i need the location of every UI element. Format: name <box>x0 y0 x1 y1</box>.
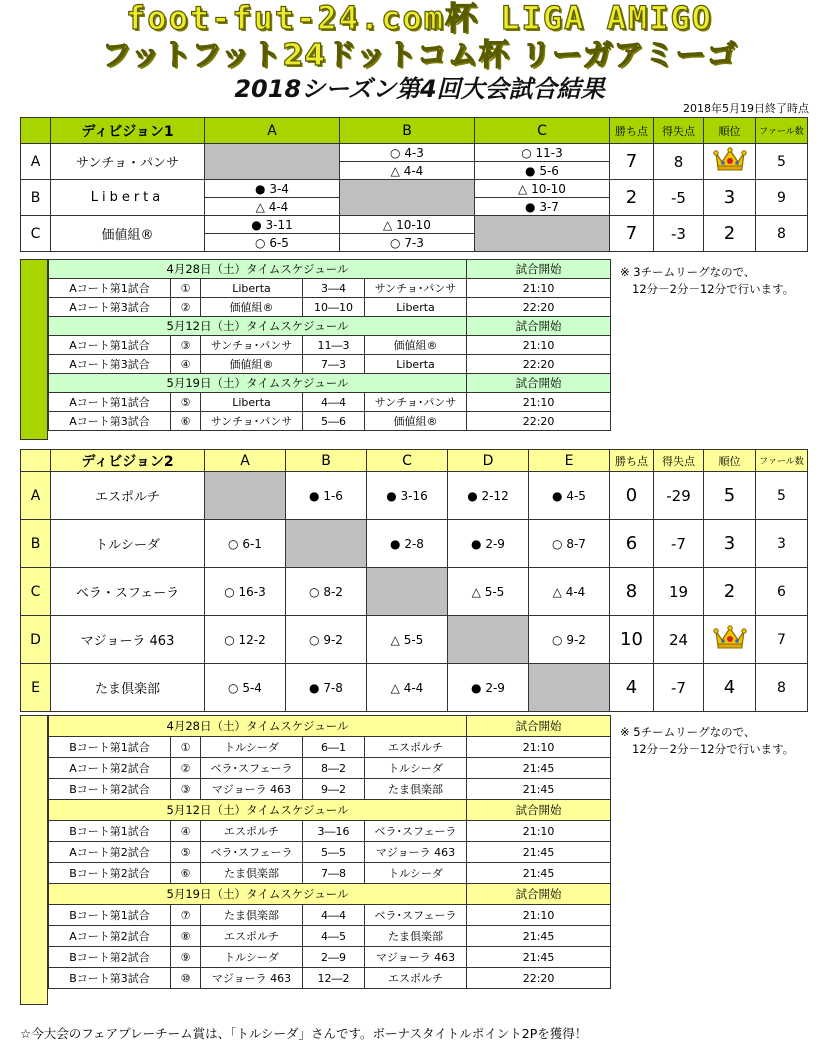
court-label: Bコート第3試合 <box>49 968 171 989</box>
team-name: たま倶楽部 <box>51 664 205 712</box>
crown-icon <box>713 624 747 650</box>
away-team: たま倶楽部 <box>365 926 467 947</box>
match-number: ⑥ <box>171 412 201 431</box>
goal-diff-header: 得失点 <box>654 450 704 472</box>
court-label: Bコート第2試合 <box>49 863 171 884</box>
schedule-row <box>49 279 611 298</box>
match-number: ⑧ <box>171 926 201 947</box>
self-match-cell <box>205 472 286 520</box>
match-number: ⑩ <box>171 968 201 989</box>
away-team: マジョーラ 463 <box>365 947 467 968</box>
schedule-header-row <box>49 317 611 336</box>
start-time-header: 試合開始 <box>467 800 611 821</box>
schedule-header-row <box>49 884 611 905</box>
title-line-2: フットフット24ドットコム杯 リーガアミーゴ <box>101 38 738 73</box>
schedule-row <box>49 905 611 926</box>
fouls-header: ファール数 <box>756 118 808 144</box>
crown-icon <box>713 146 747 172</box>
schedule-header-row <box>49 260 611 279</box>
col-header: D <box>448 450 529 472</box>
schedule-row <box>49 336 611 355</box>
fouls: 9 <box>756 180 808 216</box>
match-result: ● 3-11 <box>205 216 340 234</box>
away-team: Liberta <box>365 355 467 374</box>
schedule-date-header: 5月12日（土）タイムスケジュール <box>49 317 467 336</box>
start-time: 21:10 <box>467 279 611 298</box>
goal-diff: -7 <box>654 664 704 712</box>
goal-diff: -7 <box>654 520 704 568</box>
match-result: △ 4-4 <box>367 664 448 712</box>
match-result: △ 10-10 <box>475 180 610 198</box>
home-team: エスポルチ <box>201 926 303 947</box>
away-team: たま倶楽部 <box>365 779 467 800</box>
match-result: ○ 6-5 <box>205 234 340 252</box>
home-team: たま倶楽部 <box>201 863 303 884</box>
match-result: ○ 7-3 <box>340 234 475 252</box>
start-time-header: 試合開始 <box>467 716 611 737</box>
court-label: Aコート第1試合 <box>49 336 171 355</box>
wins-points: 2 <box>610 180 654 216</box>
team-name: Liberta <box>51 180 205 216</box>
match-result: ● 2-12 <box>448 472 529 520</box>
match-score: 5―6 <box>303 412 365 431</box>
match-score: 10―10 <box>303 298 365 317</box>
home-team: エスポルチ <box>201 821 303 842</box>
away-team: トルシーダ <box>365 758 467 779</box>
rank: 2 <box>704 568 756 616</box>
match-result: ○ 9-2 <box>286 616 367 664</box>
fouls: 7 <box>756 616 808 664</box>
fair-play-award-note: ☆今大会のフェアプレーチーム賞は、「トルシーダ」さんです。ボーナスタイトルポイント2Pを獲得！ <box>20 1026 588 1041</box>
division1-schedule <box>20 259 610 440</box>
start-time: 22:20 <box>467 412 611 431</box>
match-result: ○ 8-2 <box>286 568 367 616</box>
fouls: 3 <box>756 520 808 568</box>
goal-diff: -5 <box>654 180 704 216</box>
rank: 3 <box>704 520 756 568</box>
schedule-row <box>49 298 611 317</box>
court-label: Aコート第2試合 <box>49 758 171 779</box>
match-result: ● 3-16 <box>367 472 448 520</box>
start-time: 22:20 <box>467 968 611 989</box>
home-team: Liberta <box>201 393 303 412</box>
match-score: 4―4 <box>303 905 365 926</box>
division2-note: ※ 5チームリーグなので、 <box>620 725 756 739</box>
match-number: ③ <box>171 336 201 355</box>
goal-diff: -3 <box>654 216 704 252</box>
match-score: 4―5 <box>303 926 365 947</box>
match-score: 9―2 <box>303 779 365 800</box>
division2-standings-table <box>20 449 808 712</box>
col-header: A <box>205 450 286 472</box>
match-result: ● 2-9 <box>448 664 529 712</box>
court-label: Bコート第2試合 <box>49 779 171 800</box>
goal-diff: -29 <box>654 472 704 520</box>
team-key: A <box>21 472 51 520</box>
standings-row <box>21 472 808 520</box>
start-time: 21:45 <box>467 863 611 884</box>
match-result: △ 4-4 <box>340 162 475 180</box>
rank <box>704 144 756 180</box>
team-key: D <box>21 616 51 664</box>
division1-note-2: 12分－2分－12分で行います。 <box>632 282 795 296</box>
match-result: △ 10-10 <box>340 216 475 234</box>
match-result: ● 3-7 <box>475 198 610 216</box>
fouls: 8 <box>756 216 808 252</box>
schedule-date-header: 4月28日（土）タイムスケジュール <box>49 716 467 737</box>
fouls: 8 <box>756 664 808 712</box>
match-score: 4―4 <box>303 393 365 412</box>
away-team: ベラ･スフェーラ <box>365 821 467 842</box>
start-time: 21:45 <box>467 779 611 800</box>
division2-schedule <box>20 715 610 1005</box>
start-time: 21:10 <box>467 393 611 412</box>
court-label: Bコート第2試合 <box>49 947 171 968</box>
fouls: 5 <box>756 144 808 180</box>
division2-label: ディビジョン2 <box>51 450 205 472</box>
start-time: 21:10 <box>467 821 611 842</box>
schedule-header-row <box>49 716 611 737</box>
schedule-row <box>49 926 611 947</box>
team-name: エスポルチ <box>51 472 205 520</box>
start-time: 22:20 <box>467 355 611 374</box>
team-name: 価値組® <box>51 216 205 252</box>
col-header: B <box>286 450 367 472</box>
schedule-header-row <box>49 800 611 821</box>
match-score: 7―3 <box>303 355 365 374</box>
division2-note-2: 12分－2分－12分で行います。 <box>632 742 795 756</box>
schedule-header-row <box>49 374 611 393</box>
team-key: E <box>21 664 51 712</box>
team-key: B <box>21 180 51 216</box>
goal-diff: 19 <box>654 568 704 616</box>
match-number: ④ <box>171 821 201 842</box>
schedule-row <box>49 412 611 431</box>
schedule-row <box>49 393 611 412</box>
away-team: 価値組® <box>365 336 467 355</box>
match-result: ● 4-5 <box>529 472 610 520</box>
match-score: 5―5 <box>303 842 365 863</box>
goal-diff: 24 <box>654 616 704 664</box>
match-result: △ 5-5 <box>367 616 448 664</box>
court-label: Aコート第2試合 <box>49 926 171 947</box>
match-score: 3―4 <box>303 279 365 298</box>
home-team: たま倶楽部 <box>201 905 303 926</box>
schedule-row <box>49 737 611 758</box>
col-header: A <box>205 118 340 144</box>
self-match-cell <box>475 216 610 252</box>
wins-points-header: 勝ち点 <box>610 450 654 472</box>
division1-note: ※ 3チームリーグなので、 <box>620 265 756 279</box>
home-team: Liberta <box>201 279 303 298</box>
match-score: 2―9 <box>303 947 365 968</box>
match-number: ③ <box>171 779 201 800</box>
start-time-header: 試合開始 <box>467 884 611 905</box>
fouls: 6 <box>756 568 808 616</box>
away-team: サンチョ･パンサ <box>365 393 467 412</box>
title-line-1: foot-fut-24.com杯 LIGA AMIGO <box>126 0 713 37</box>
start-time-header: 試合開始 <box>467 374 611 393</box>
team-key: A <box>21 144 51 180</box>
match-score: 11―3 <box>303 336 365 355</box>
schedule-row <box>49 779 611 800</box>
court-label: Bコート第1試合 <box>49 821 171 842</box>
team-key: C <box>21 568 51 616</box>
schedule-row <box>49 842 611 863</box>
match-result: ● 5-6 <box>475 162 610 180</box>
team-key: B <box>21 520 51 568</box>
wins-points: 10 <box>610 616 654 664</box>
as-of-date: 2018年5月19日終了時点 <box>683 102 809 115</box>
home-team: 価値組® <box>201 355 303 374</box>
division1-label: ディビジョン1 <box>51 118 205 144</box>
away-team: トルシーダ <box>365 863 467 884</box>
goal-diff-header: 得失点 <box>654 118 704 144</box>
home-team: トルシーダ <box>201 737 303 758</box>
match-result: ● 1-6 <box>286 472 367 520</box>
court-label: Aコート第3試合 <box>49 412 171 431</box>
match-result: △ 4-4 <box>529 568 610 616</box>
self-match-cell <box>448 616 529 664</box>
standings-row <box>21 180 808 198</box>
wins-points: 0 <box>610 472 654 520</box>
start-time: 21:10 <box>467 737 611 758</box>
self-match-cell <box>340 180 475 216</box>
match-number: ④ <box>171 355 201 374</box>
court-label: Aコート第1試合 <box>49 279 171 298</box>
team-name: マジョーラ 463 <box>51 616 205 664</box>
match-result: △ 4-4 <box>205 198 340 216</box>
court-label: Aコート第2試合 <box>49 842 171 863</box>
match-number: ① <box>171 279 201 298</box>
schedule-row <box>49 947 611 968</box>
standings-row <box>21 144 808 162</box>
match-score: 12―2 <box>303 968 365 989</box>
schedule-row <box>49 968 611 989</box>
home-team: サンチョ･パンサ <box>201 336 303 355</box>
rank: 2 <box>704 216 756 252</box>
standings-row <box>21 520 808 568</box>
start-time-header: 試合開始 <box>467 317 611 336</box>
schedule-date-header: 5月12日（土）タイムスケジュール <box>49 800 467 821</box>
match-number: ⑤ <box>171 393 201 412</box>
match-score: 7―8 <box>303 863 365 884</box>
standings-row <box>21 568 808 616</box>
schedule-row <box>49 863 611 884</box>
match-result: ○ 12-2 <box>205 616 286 664</box>
col-header: B <box>340 118 475 144</box>
standings-row <box>21 616 808 664</box>
schedule-row <box>49 355 611 374</box>
match-result: ○ 16-3 <box>205 568 286 616</box>
court-label: Aコート第3試合 <box>49 298 171 317</box>
away-team: エスポルチ <box>365 968 467 989</box>
match-result: ● 2-9 <box>448 520 529 568</box>
court-label: Aコート第1試合 <box>49 393 171 412</box>
self-match-cell <box>529 664 610 712</box>
fouls: 5 <box>756 472 808 520</box>
start-time: 22:20 <box>467 298 611 317</box>
away-team: Liberta <box>365 298 467 317</box>
start-time: 21:10 <box>467 336 611 355</box>
away-team: ベラ･スフェーラ <box>365 905 467 926</box>
title-line-3: 2018シーズン第4回大会試合結果 <box>234 75 605 103</box>
match-result: ○ 4-3 <box>340 144 475 162</box>
start-time: 21:45 <box>467 842 611 863</box>
start-time: 21:45 <box>467 926 611 947</box>
schedule-date-header: 5月19日（土）タイムスケジュール <box>49 884 467 905</box>
wins-points: 6 <box>610 520 654 568</box>
standings-row <box>21 216 808 234</box>
away-team: サンチョ･パンサ <box>365 279 467 298</box>
home-team: ベラ･スフェーラ <box>201 842 303 863</box>
rank-header: 順位 <box>704 450 756 472</box>
match-result: ○ 9-2 <box>529 616 610 664</box>
self-match-cell <box>367 568 448 616</box>
rank-header: 順位 <box>704 118 756 144</box>
wins-points: 7 <box>610 144 654 180</box>
match-number: ① <box>171 737 201 758</box>
home-team: ベラ･スフェーラ <box>201 758 303 779</box>
team-name: トルシーダ <box>51 520 205 568</box>
fouls-header: ファール数 <box>756 450 808 472</box>
col-header: C <box>475 118 610 144</box>
match-result: ● 3-4 <box>205 180 340 198</box>
team-name: サンチョ・パンサ <box>51 144 205 180</box>
wins-points: 8 <box>610 568 654 616</box>
match-result: ○ 6-1 <box>205 520 286 568</box>
standings-row <box>21 664 808 712</box>
self-match-cell <box>205 144 340 180</box>
goal-diff: 8 <box>654 144 704 180</box>
wins-points: 7 <box>610 216 654 252</box>
court-label: Bコート第1試合 <box>49 737 171 758</box>
away-team: マジョーラ 463 <box>365 842 467 863</box>
rank: 3 <box>704 180 756 216</box>
home-team: マジョーラ 463 <box>201 968 303 989</box>
wins-points-header: 勝ち点 <box>610 118 654 144</box>
match-result: ○ 5-4 <box>205 664 286 712</box>
col-header: E <box>529 450 610 472</box>
match-result: ● 7-8 <box>286 664 367 712</box>
match-number: ② <box>171 758 201 779</box>
away-team: エスポルチ <box>365 737 467 758</box>
schedule-date-header: 5月19日（土）タイムスケジュール <box>49 374 467 393</box>
rank <box>704 616 756 664</box>
rank: 5 <box>704 472 756 520</box>
division1-standings-table <box>20 117 808 252</box>
match-number: ⑦ <box>171 905 201 926</box>
home-team: 価値組® <box>201 298 303 317</box>
rank: 4 <box>704 664 756 712</box>
team-key: C <box>21 216 51 252</box>
self-match-cell <box>286 520 367 568</box>
match-score: 6―1 <box>303 737 365 758</box>
match-number: ⑥ <box>171 863 201 884</box>
team-name: ベラ・スフェーラ <box>51 568 205 616</box>
match-result: ● 2-8 <box>367 520 448 568</box>
col-header: C <box>367 450 448 472</box>
match-number: ⑨ <box>171 947 201 968</box>
match-score: 3―16 <box>303 821 365 842</box>
match-number: ⑤ <box>171 842 201 863</box>
away-team: 価値組® <box>365 412 467 431</box>
schedule-date-header: 4月28日（土）タイムスケジュール <box>49 260 467 279</box>
home-team: マジョーラ 463 <box>201 779 303 800</box>
schedule-row <box>49 821 611 842</box>
start-time: 21:10 <box>467 905 611 926</box>
match-result: ○ 8-7 <box>529 520 610 568</box>
start-time-header: 試合開始 <box>467 260 611 279</box>
home-team: トルシーダ <box>201 947 303 968</box>
start-time: 21:45 <box>467 947 611 968</box>
match-result: △ 5-5 <box>448 568 529 616</box>
start-time: 21:45 <box>467 758 611 779</box>
wins-points: 4 <box>610 664 654 712</box>
court-label: Bコート第1試合 <box>49 905 171 926</box>
match-number: ② <box>171 298 201 317</box>
home-team: サンチョ･パンサ <box>201 412 303 431</box>
match-score: 8―2 <box>303 758 365 779</box>
match-result: ○ 11-3 <box>475 144 610 162</box>
court-label: Aコート第3試合 <box>49 355 171 374</box>
schedule-row <box>49 758 611 779</box>
